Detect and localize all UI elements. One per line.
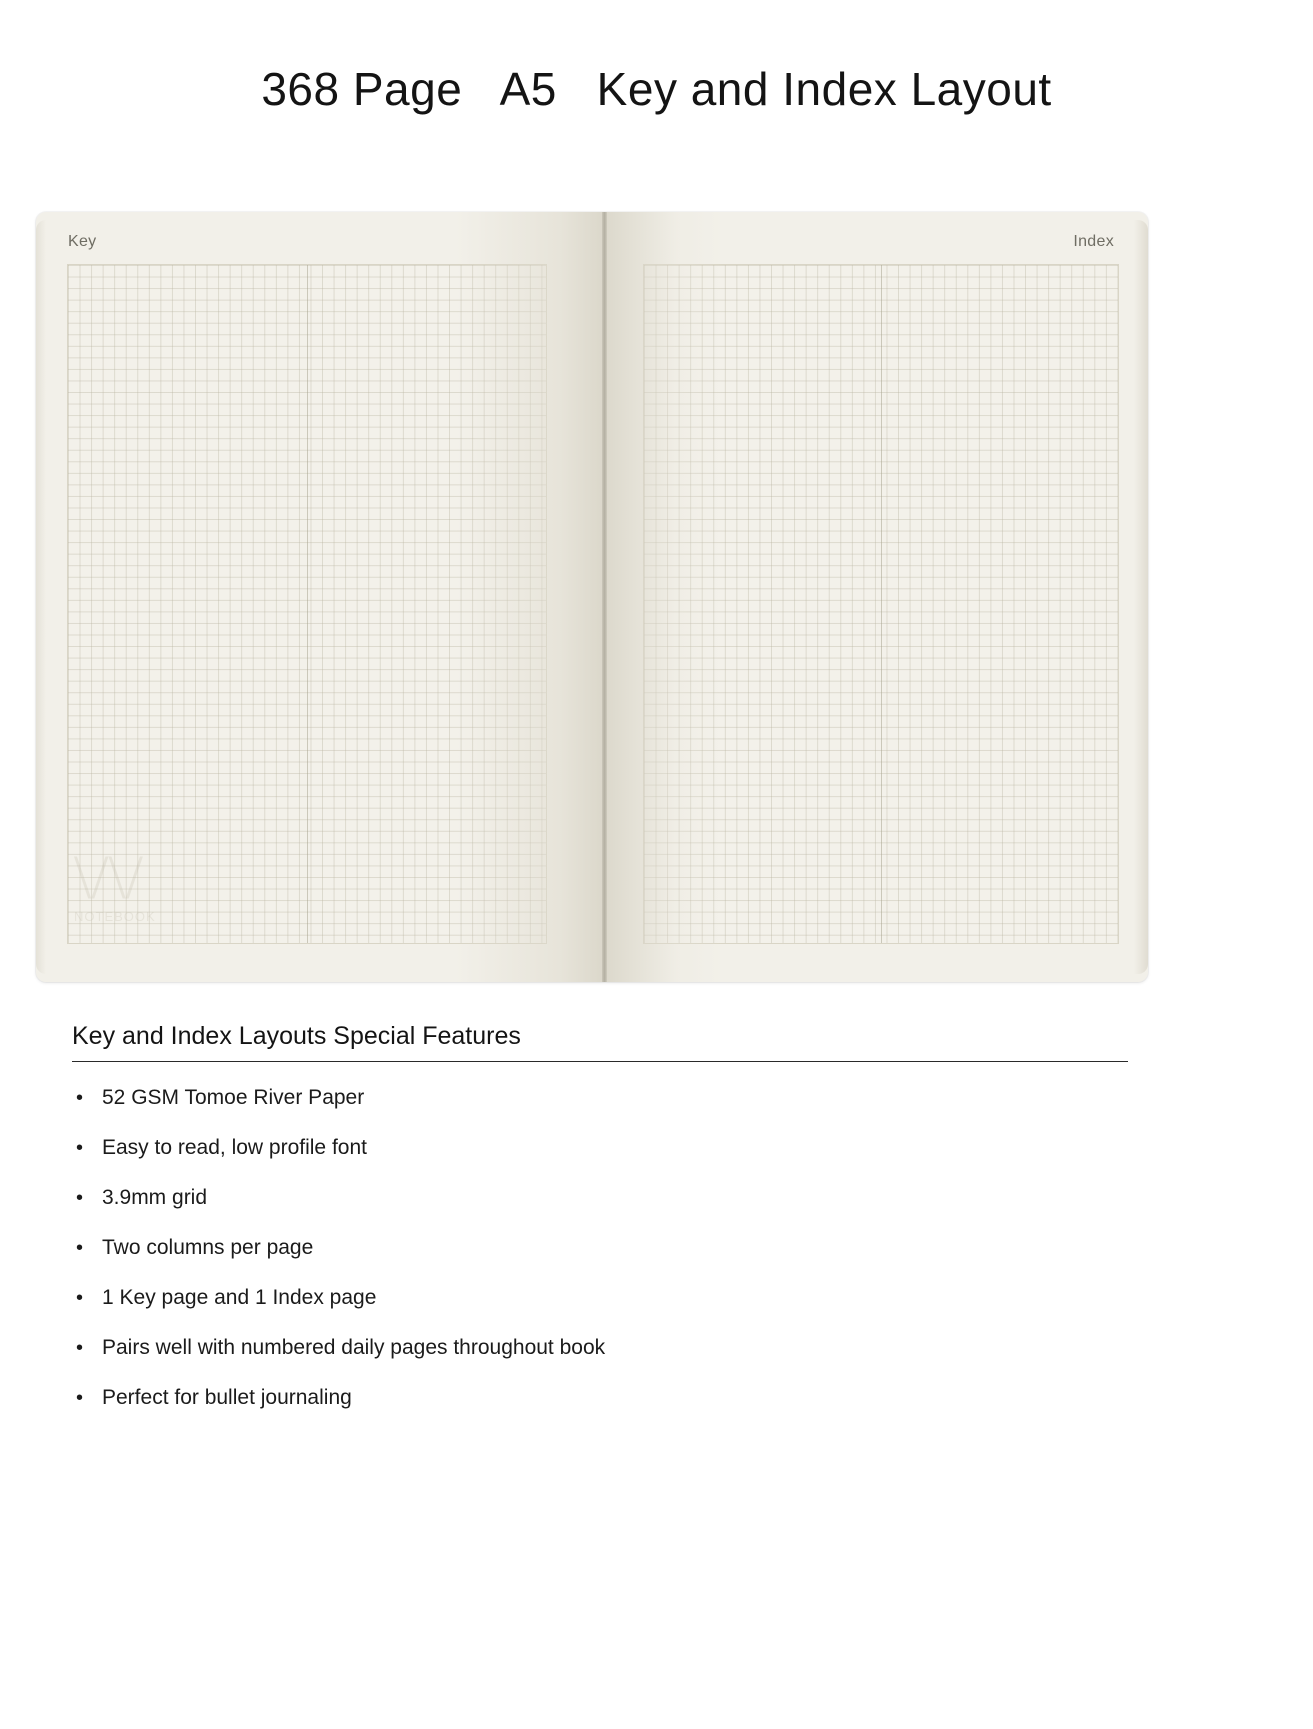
bullet-icon: • xyxy=(76,1287,84,1310)
list-item xyxy=(72,1234,1128,1263)
list-item xyxy=(72,1084,1128,1113)
features-list xyxy=(72,1084,1128,1413)
bullet-icon: • xyxy=(76,1187,84,1210)
list-item-label: Perfect for bullet journaling xyxy=(102,1385,352,1409)
features-section xyxy=(72,1022,1128,1434)
list-item-label: Two columns per page xyxy=(102,1235,314,1259)
list-item-label: 1 Key page and 1 Index page xyxy=(102,1285,377,1309)
watermark-text: NOTEBOOK xyxy=(74,909,156,924)
page-title: 368 Page A5 Key and Index Layout xyxy=(261,63,1052,115)
bullet-icon: • xyxy=(76,1137,84,1160)
notebook xyxy=(36,212,1148,982)
notebook-page-key xyxy=(36,212,604,982)
index-page-label: Index xyxy=(1073,233,1114,250)
list-item-label: Easy to read, low profile font xyxy=(102,1135,367,1159)
list-item xyxy=(72,1384,1128,1413)
list-item-label: 3.9mm grid xyxy=(102,1185,208,1209)
list-item xyxy=(72,1284,1128,1313)
bullet-icon: • xyxy=(76,1387,84,1409)
notebook-spread-image xyxy=(36,212,1148,982)
features-divider xyxy=(72,1061,1128,1062)
index-grid-area xyxy=(643,264,1119,944)
list-item xyxy=(72,1334,622,1363)
index-column-divider xyxy=(881,265,882,943)
bullet-icon: • xyxy=(76,1087,84,1110)
list-item xyxy=(72,1134,1128,1163)
list-item-label: 52 GSM Tomoe River Paper xyxy=(102,1086,365,1109)
bullet-icon: • xyxy=(76,1337,84,1360)
key-page-label: Key xyxy=(68,233,97,250)
bullet-icon: • xyxy=(76,1237,84,1260)
notebook-page-index xyxy=(604,212,1148,982)
key-grid-area xyxy=(67,264,547,944)
features-heading: Key and Index Layouts Special Features xyxy=(72,1022,521,1050)
key-column-divider xyxy=(307,265,308,943)
watermark-mark: \/\/ xyxy=(74,844,143,912)
list-item-label: Pairs well with numbered daily pages throughout book xyxy=(102,1335,606,1359)
list-item xyxy=(72,1184,1128,1213)
